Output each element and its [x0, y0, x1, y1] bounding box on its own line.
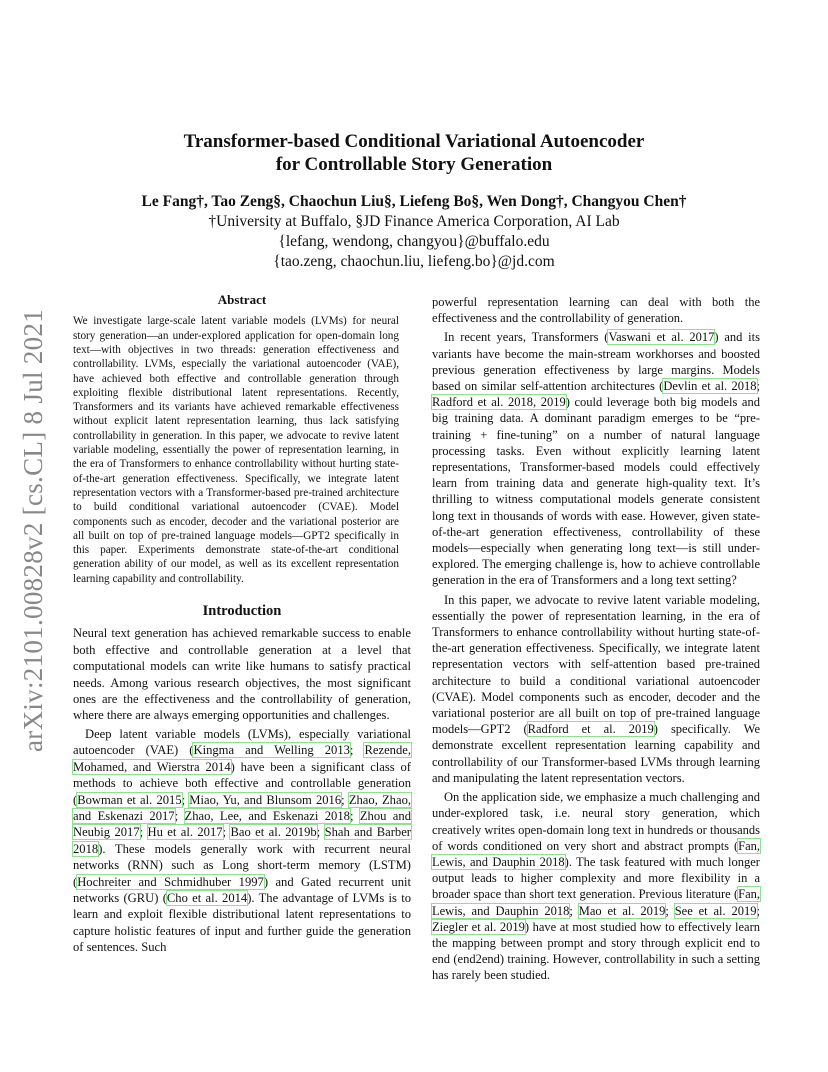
citation-link[interactable]: Cho et al. 2014 [166, 890, 248, 905]
citation-link[interactable]: Hu et al. 2017 [147, 825, 223, 840]
citation-link[interactable]: Miao, Yu, and Blunsom 2016 [189, 792, 342, 807]
right-paragraph-2 [432, 329, 760, 588]
abstract-heading: Abstract [217, 292, 267, 307]
text-run: ; [341, 792, 349, 807]
citation-link[interactable]: Rezende, Mohamed, and Wierstra 2014 [73, 743, 411, 774]
right-paragraph-4 [432, 789, 760, 983]
citation-link[interactable]: Radford et al. 2018, 2019 [432, 395, 566, 410]
text-run: ; [349, 808, 360, 823]
citation-link[interactable]: Ziegler et al. 2019 [432, 919, 525, 934]
text-run: ; [349, 743, 365, 758]
citation-link[interactable]: Zhou and Neubig 2017 [73, 808, 411, 840]
citation-link[interactable]: Zhao, Lee, and Eskenazi 2018 [184, 808, 350, 823]
emails-buffalo: {lefang, wendong, changyou}@buffalo.edu [278, 233, 550, 250]
citation-link[interactable]: Zhao, Zhao, and Eskenazi 2017 [73, 792, 412, 823]
right-column [432, 294, 760, 984]
paper-title [0, 130, 828, 176]
emails-jd: {tao.zeng, chaochun.liu, liefeng.bo}@jd.com [273, 253, 555, 270]
author-names: Le Fang†, Tao Zeng§, Chaochun Liu§, Liefeng Bo§, Wen Dong†, Changyou Chen† [141, 193, 687, 210]
text-run: ; [756, 903, 760, 918]
text-run: ; [222, 825, 231, 840]
title-line-1: Transformer-based Conditional Variational Autoencoder [183, 131, 645, 152]
text-run: Deep latent variable models (LVMs), especially variational autoencoder (VAE) ( [73, 726, 411, 758]
text-run: ; [756, 379, 760, 394]
citation-link[interactable]: Kingma and Welling 2013 [193, 743, 350, 758]
right-paragraph-3 [432, 592, 760, 786]
intro-paragraph-1: Neural text generation has achieved remarkable success to enable both effective and controllable generation at a level that computational models can write like humans to satisfy practical needs. Among various research objectives, the most significant ones are the effectiveness and the controllability of generation, where there are always emerging opportunities and challenges. [73, 626, 411, 723]
text-run: ; [174, 808, 185, 823]
text-run: ). The advantage of LVMs is to learn and exploit flexible distributional latent representations to capture holistic features of input and further guide the generation of sentences. Such [73, 890, 412, 955]
intro-paragraph-2 [73, 726, 411, 956]
arxiv-identifier: arXiv:2101.00828v2 [cs.CL] 8 Jul 2021 [18, 308, 48, 752]
introduction-heading: Introduction [202, 603, 282, 620]
citation-link[interactable]: Mao et al. 2019 [578, 903, 666, 918]
text-run: ; [316, 825, 325, 840]
text-run: ) have been a significant class of methods to achieve both effective and controllable generation ( [73, 759, 411, 807]
text-run: ) and Gated recurrent unit networks (GRU) ( [73, 874, 412, 905]
title-line-2: for Controllable Story Generation [275, 154, 553, 175]
left-column [73, 292, 411, 956]
citation-link[interactable]: Shah and Barber 2018 [73, 825, 411, 856]
citation-link[interactable]: Radford et al. 2019 [527, 722, 654, 737]
text-run: ). The task featured with much longer output leads to higher complexity and more flexibility in a broader space than short text generation. Previous literature ( [432, 854, 760, 902]
text-run: On the application side, we emphasize a much challenging and under-explored task, i.e. neural story generation, which creatively writes open-domain long text in hundreds or thousands of words conditioned on very short and abstract prompts ( [432, 790, 760, 853]
affiliations: †University at Buffalo, §JD Finance America Corporation, AI Lab [208, 213, 620, 230]
citation-link[interactable]: Hochreiter and Schmidhuber 1997 [77, 874, 264, 889]
author-block [0, 192, 828, 272]
right-paragraph-1: powerful representation learning can deal with both the effectiveness and the controllability of generation. [432, 295, 760, 326]
text-run: ) specifically. We demonstrate excellent representation learning capability and controllability of our Transformer-based LVMs through learning and manipulating the latent representation vectors. [432, 722, 760, 785]
text-run: ; [181, 792, 190, 807]
citation-link[interactable]: Bao et al. 2019b [230, 825, 317, 840]
citation-link[interactable]: Bowman et al. 2015 [77, 792, 182, 807]
citation-link[interactable]: Fan, Lewis, and Dauphin 2018 [432, 887, 760, 918]
text-run: ; [665, 903, 675, 918]
text-run: ; [569, 903, 579, 918]
text-run: In recent years, Transformers ( [444, 330, 609, 345]
abstract-text: We investigate large-scale latent variable models (LVMs) for neural story generation—an under-explored application for open-domain long text—with objectives in two threads: generation effectiveness and controllability. LVMs, especially the variational autoencoder (VAE), have achieved both effective and controllable generation through exploiting flexible distributional latent representations. Recently, Transformers and its variants have achieved remarkable effectiveness without explicit latent representation learning, thus lack satisfying controllability in generation. In this paper, we advocate to revive latent variable modeling, essentially the power of representation learning, in the era of Transformers to enhance controllability without hurting state-of-the-art generation effectiveness. Specifically, we integrate latent representation vectors with a Transformer-based pre-trained architecture to build conditional variational autoencoder (CVAE). Model components such as encoder, decoder and the variational posterior are all built on top of pre-trained language models—GPT2 specifically in this paper. Experiments demonstrate state-of-the-art conditional generation ability of our model, as well as its excellent representation learning capability and controllability. [73, 315, 399, 585]
text-run: ). These models generally work with recurrent neural networks (RNN) such as Long short-term memory (LSTM) ( [73, 841, 411, 889]
text-run: In this paper, we advocate to revive latent variable modeling, essentially the power of representation learning, in the era of Transformers to enhance controllability without hurting state-of-the-art generation effectiveness. Specifically, we integrate latent representation vectors with self-attention based pre-trained architecture to build a conditional variational autoencoder (CVAE). Model components such as encoder, decoder and the variational posterior are all built on top of pre-trained language models—GPT2 ( [432, 592, 760, 737]
text-run: ) and its variants have become the main-stream workhorses and boosted previous generation effectiveness by large margins. Models based on similar self-attention architectures ( [432, 330, 760, 394]
text-run: ; [139, 825, 148, 840]
citation-link[interactable]: See et al. 2019 [674, 903, 757, 918]
citation-link[interactable]: Devlin et al. 2018 [663, 379, 757, 394]
citation-link[interactable]: Vaswani et al. 2017 [608, 330, 715, 345]
text-run: ) could leverage both big models and big training data. A dominant paradigm emerges to be “pre-training + fine-tuning” on a number of natural language processing tasks. Even without explicitly learning latent representations, Transformer-based models could effectively learn from training data and generate high-quality text. It’s thrilling to witness computational models generate consistent long text in thousands of words with ease. However, given state-of-the-art generation effectiveness, controllability of these models—especially when generating long text—is still under-explored. The emerging challenge is, how to achieve controllable generation in the era of Transformers and a long text setting? [432, 395, 760, 588]
citation-link[interactable]: Fan, Lewis, and Dauphin 2018 [432, 838, 760, 869]
text-run: ) have at most studied how to effectively learn the mapping between prompt and story through explicit end to end (end2end) training. However, controllability in such a setting has rarely been studied. [432, 919, 760, 983]
